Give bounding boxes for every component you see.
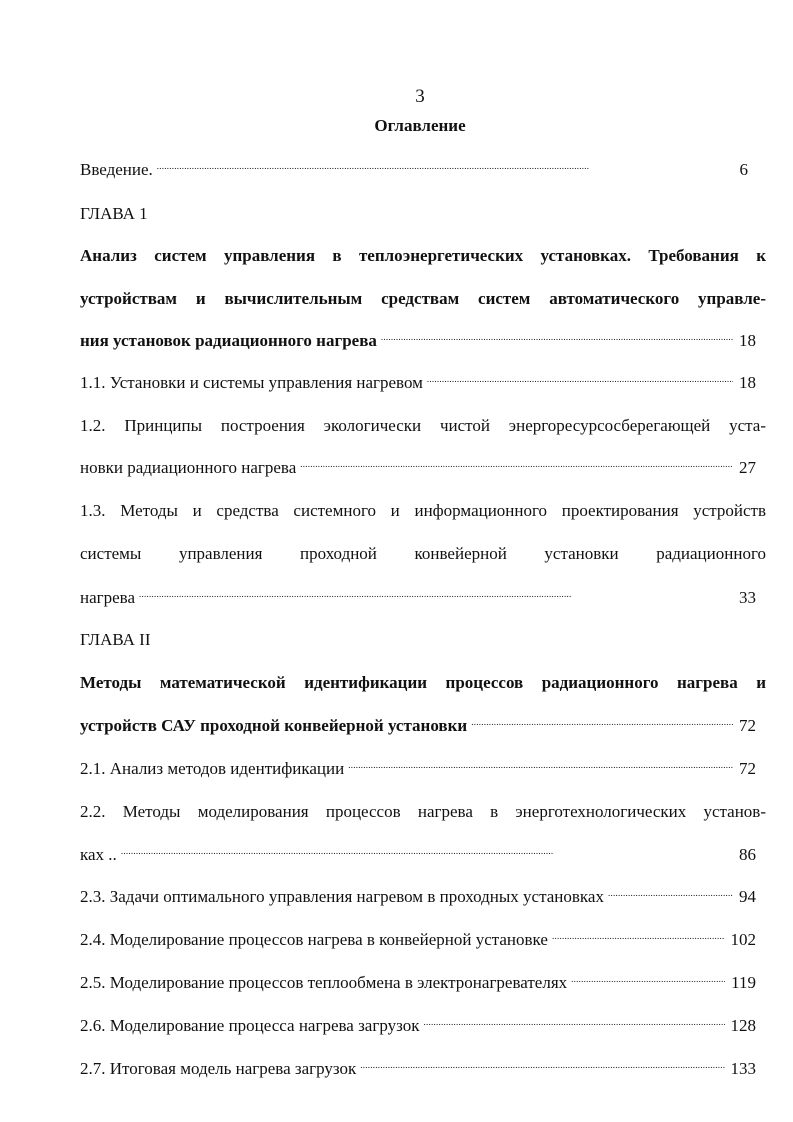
toc-entry-page: 18 xyxy=(739,331,756,350)
toc-entry-text: ках .. xyxy=(80,845,117,864)
toc-entry-page: 102 xyxy=(730,930,756,949)
toc-entry-2-7[interactable] xyxy=(80,1056,756,1082)
toc-entry-page: 6 xyxy=(739,160,748,179)
dot-leader xyxy=(608,884,733,902)
toc-entry-text: ния установок радиационного нагрева xyxy=(80,331,377,350)
toc-entry-text: нагрева xyxy=(80,588,136,607)
toc-entry-page: 128 xyxy=(730,1016,756,1035)
toc-entry-2-4[interactable] xyxy=(80,927,756,953)
toc-entry-chapter-2[interactable] xyxy=(80,713,756,739)
dot-leader xyxy=(139,585,733,603)
toc-entry-text: 2.1. Анализ методов идентификации xyxy=(80,759,345,778)
toc-entry-2-3[interactable] xyxy=(80,884,756,910)
toc-entry-1-3[interactable] xyxy=(80,585,756,611)
toc-entry-text: 2.4. Моделирование процессов нагрева в конвейерной установке xyxy=(80,930,548,949)
toc-entry-2-1[interactable] xyxy=(80,756,756,782)
dot-leader xyxy=(471,713,733,731)
toc-entry-page: 18 xyxy=(739,373,756,392)
chapter-2-title-line-1: Методы математической идентификации процессов радиационного нагрева и xyxy=(80,673,766,692)
dot-leader xyxy=(121,842,733,860)
toc-entry-page: 133 xyxy=(730,1059,756,1078)
toc-entry-text: 2.3. Задачи оптимального управления нагревом в проходных установках xyxy=(80,887,604,906)
toc-entry-intro[interactable] xyxy=(80,157,748,183)
chapter-1-heading: ГЛАВА 1 xyxy=(80,204,148,223)
toc-entry-1-1[interactable] xyxy=(80,370,756,396)
toc-entry-text: 2.5. Моделирование процессов теплообмена в электронагревателях xyxy=(80,973,568,992)
toc-entry-page: 27 xyxy=(739,458,756,477)
toc-entry-page: 72 xyxy=(739,716,756,735)
toc-entry-1-2-line-1: 1.2. Принципы построения экологически чистой энергоресурсосберегающей уста- xyxy=(80,416,766,435)
chapter-1-title-line-1: Анализ систем управления в теплоэнергетических установках. Требования к xyxy=(80,246,766,265)
page-number: 3 xyxy=(415,86,425,107)
toc-entry-page: 94 xyxy=(739,887,756,906)
toc-entry-2-2-line-1: 2.2. Методы моделирования процессов нагрева в энерготехнологических установ- xyxy=(80,802,766,821)
toc-entry-text: 2.6. Моделирование процесса нагрева загрузок xyxy=(80,1016,420,1035)
toc-entry-text: устройств САУ проходной конвейерной установки xyxy=(80,716,468,735)
toc-entry-page: 33 xyxy=(739,588,756,607)
dot-leader xyxy=(571,970,725,988)
dot-leader xyxy=(360,1056,724,1074)
dot-leader xyxy=(157,157,734,175)
dot-leader xyxy=(427,370,733,388)
toc-title: Оглавление xyxy=(374,116,466,135)
dot-leader xyxy=(300,455,733,473)
toc-entry-page: 86 xyxy=(739,845,756,864)
toc-entry-text: Введение. xyxy=(80,160,153,179)
toc-entry-1-3-line-1: 1.3. Методы и средства системного и информационного проектирования устройств xyxy=(80,501,766,520)
toc-entry-page: 119 xyxy=(731,973,756,992)
toc-entry-text: 2.7. Итоговая модель нагрева загрузок xyxy=(80,1059,357,1078)
toc-entry-1-2[interactable] xyxy=(80,455,756,481)
chapter-1-title-line-2: устройствам и вычислительным средствам систем автоматического управле- xyxy=(80,289,766,308)
toc-entry-page: 72 xyxy=(739,759,756,778)
toc-entry-text: 1.1. Установки и системы управления нагревом xyxy=(80,373,423,392)
dot-leader xyxy=(381,328,733,346)
toc-entry-text: новки радиационного нагрева xyxy=(80,458,297,477)
toc-entry-2-5[interactable] xyxy=(80,970,756,996)
toc-entry-2-2[interactable] xyxy=(80,842,756,868)
toc-entry-1-3-line-2: системы управления проходной конвейерной установки радиационного xyxy=(80,544,766,563)
dot-leader xyxy=(552,927,725,945)
chapter-2-heading: ГЛАВА II xyxy=(80,630,151,649)
toc-entry-2-6[interactable] xyxy=(80,1013,756,1039)
dot-leader xyxy=(348,756,733,774)
toc-entry-chapter-1[interactable] xyxy=(80,328,756,354)
dot-leader xyxy=(423,1013,724,1031)
